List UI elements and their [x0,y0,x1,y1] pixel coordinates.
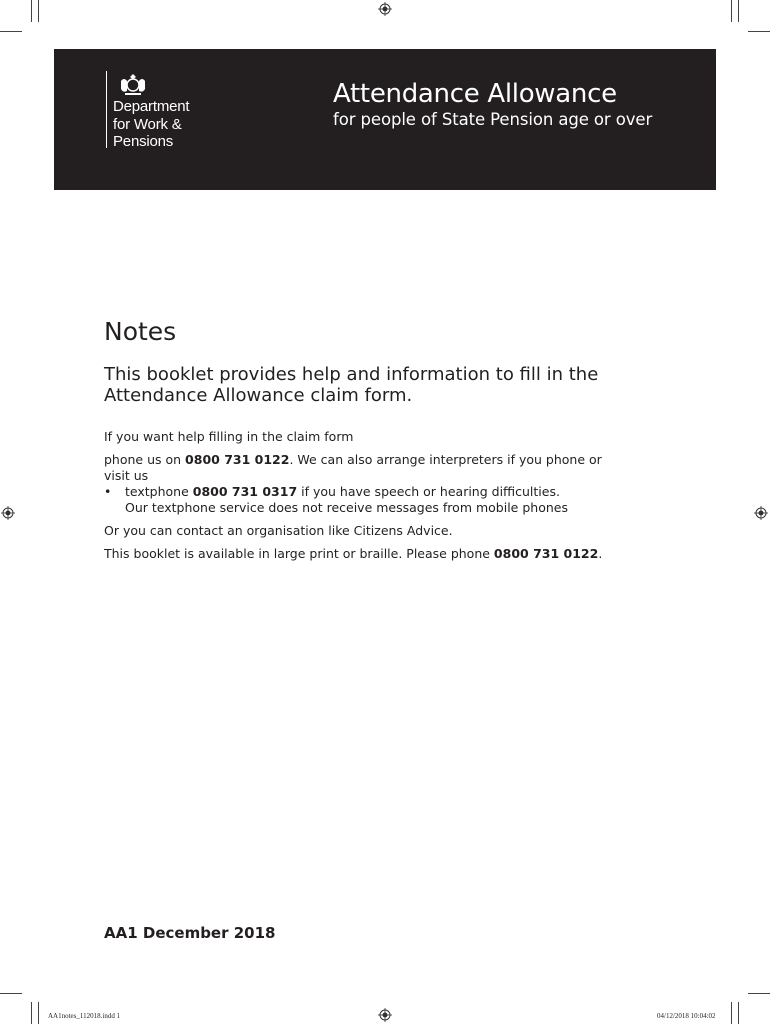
citizens-advice-text: Or you can contact an organisation like Citizens Advice. [104,523,453,538]
bullet-marker: • [104,484,112,499]
print-slug-datetime: 04/12/2018 10:04:02 [657,1012,716,1020]
textphone-number: 0800 731 0317 [192,484,298,499]
textphone-text [125,484,625,516]
department-name [113,98,189,151]
phone-paragraph [104,452,624,484]
department-line: Pensions [113,133,174,150]
phone-number: 0800 731 0122 [185,452,290,467]
registration-mark-icon [1,506,15,520]
department-line: for Work & [113,115,182,133]
crop-mark [31,1002,32,1024]
crop-mark [0,31,22,32]
crop-mark [748,993,770,994]
large-print-suffix: . [598,546,603,561]
document-title: Attendance Allowance [333,79,617,109]
textphone-note: Our textphone service does not receive messages from mobile phones [125,500,568,515]
large-print-prefix: This booklet is available in large print or braille. Please phone [104,546,494,561]
crop-mark [38,1002,39,1024]
header-banner [54,49,716,190]
print-slug-file: AA1notes_112018.indd 1 [48,1012,121,1020]
department-line: Department [113,98,190,115]
royal-crest-icon [118,71,148,97]
phone-suffix: . We can also arrange interpreters if you phone or visit us [104,452,602,483]
registration-mark-icon [378,2,392,16]
textphone-line [125,484,625,500]
registration-mark-icon [378,1008,392,1022]
large-print-number: 0800 731 0122 [493,546,599,561]
lead-paragraph: This booklet provides help and information to fill in the Attendance Allowance claim form. [104,364,599,406]
document-subtitle: for people of State Pension age or over [333,110,653,129]
crop-mark [748,31,770,32]
crop-mark [731,0,732,22]
phone-prefix: phone us on [104,452,186,467]
crop-mark [38,0,39,22]
crop-mark [738,1002,739,1024]
crop-mark [31,0,32,22]
page-heading: Notes [104,317,177,346]
crop-mark [731,1002,732,1024]
textphone-suffix: if you have speech or hearing difficulties. [297,484,560,499]
help-intro: If you want help filling in the claim form [104,429,354,444]
textphone-prefix: textphone [125,484,193,499]
department-divider [106,71,107,148]
crop-mark [0,993,22,994]
crop-mark [738,0,739,22]
registration-mark-icon [754,506,768,520]
large-print-paragraph [104,546,624,562]
form-code: AA1 December 2018 [104,924,276,942]
